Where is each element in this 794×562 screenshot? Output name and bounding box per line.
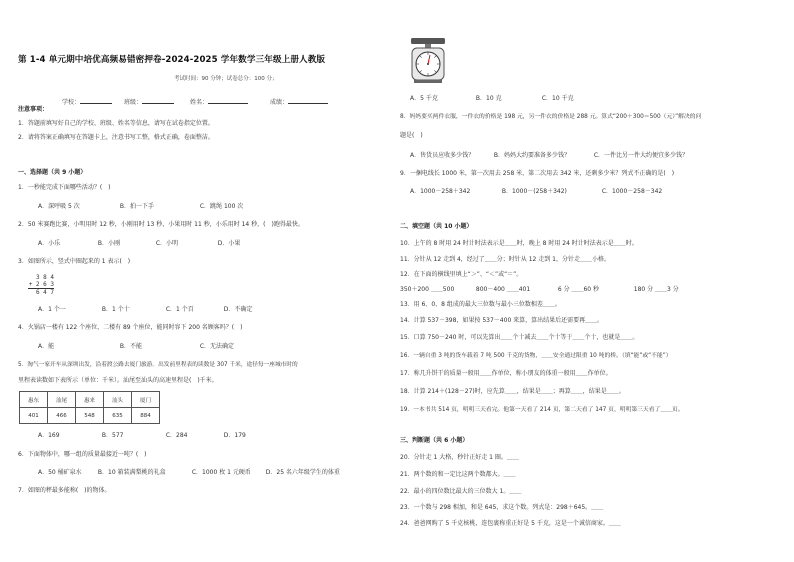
q9-option-a[interactable]: A．1000－258＋342 (410, 188, 471, 195)
q9-option-c[interactable]: C．1000－258－342 (601, 188, 663, 195)
q2-option-b[interactable]: B．小刚 (97, 240, 121, 247)
q7-option-b[interactable]: B．10 克 (475, 95, 502, 102)
notice-item-1: 1．答题前填写好自己的学校、班级、姓名等信息，请写在试卷指定位置。 (18, 120, 214, 127)
q1-options (38, 203, 243, 211)
question-8-cont: 题是( ) (400, 132, 423, 139)
question-5: 5．淘气一家开车从深圳出发，沿着渡公路去厦门旅游。出发前里程表的读数是 307 千米，途径每一座城市时的 (18, 362, 298, 368)
section-judge-heading: 三、判断题（共 6 小题） (400, 437, 469, 444)
q5-option-c[interactable]: C．284 (165, 432, 188, 439)
table-cell: 401 (20, 408, 48, 424)
table-cell: 厦门 (132, 392, 160, 408)
question-24: 24．爸爸网购了 5 千克核桃，连包裹称重正好是 5 千克，这是一个诚信商家。＿＿ (400, 520, 621, 527)
question-5-cont: 里程表读数如下表所示（单位：千米）。汕尾至汕头的高速里程是( )千米。 (18, 377, 218, 384)
q7-options (410, 95, 574, 103)
q12-item: 800－400 ＿＿401 (475, 286, 531, 293)
q5-option-d[interactable]: D．179 (223, 432, 246, 439)
q6-options (38, 469, 340, 477)
question-9: 9．一捆电线长 1000 米，第一次用去 258 米，第二次用去 342 米，还剩多少米？列式不正确的是( ) (400, 170, 675, 177)
vertical-addition: 3 8 4 + 2 6 3 6 4 7 (28, 274, 54, 296)
question-15: 15．口算 750－240 时，可以先算出＿＿个十减去＿＿个十等于＿＿个十，也就是＿＿。 (400, 334, 639, 341)
table-header-row (20, 392, 160, 408)
school-field[interactable]: 学校： (62, 97, 112, 107)
question-18: 18．计算 214＋(128－27)时，应先算＿＿，结果是＿＿；再算＿＿，结果是＿＿。 (400, 388, 625, 395)
table-cell: 汕尾 (48, 392, 76, 408)
weighing-scale-icon (408, 34, 448, 84)
q2-option-c[interactable]: C．小明 (155, 240, 179, 247)
q3-option-c[interactable]: C．1 个百 (165, 306, 194, 313)
question-19: 19．一本书共 514 页，明明三天看完。他第一天看了 214 页，第二天看了 147 页，明明第三天看了＿＿页。 (400, 407, 684, 413)
q5-option-b[interactable]: B．577 (101, 432, 124, 439)
q4-option-c[interactable]: C．无法确定 (199, 343, 235, 350)
table-cell: 汕头 (104, 392, 132, 408)
table-cell: 884 (132, 408, 160, 424)
q6-option-a[interactable]: A．50 桶矿泉水 (38, 469, 82, 476)
q2-option-d[interactable]: D．小果 (217, 240, 241, 247)
name-field[interactable]: 姓名： (190, 97, 248, 107)
table-cell: 466 (48, 408, 76, 424)
q3-option-d[interactable]: D．不确定 (223, 306, 253, 313)
question-11: 11．分针从 12 走到 4，经过了＿＿分；时针从 12 走到 1，分针走＿＿小格。 (400, 256, 610, 263)
q5-options (38, 432, 246, 440)
notice-item-2: 2．请将答案正确填写在答题卡上，注意书写工整，格式正确，卷面整洁。 (18, 134, 214, 141)
table-cell: 548 (76, 408, 104, 424)
right-column (400, 0, 770, 562)
q4-option-b[interactable]: B．不能 (119, 343, 143, 350)
q3-option-a[interactable]: A．1 个一 (38, 306, 66, 313)
question-22: 22．最小的四位数比最大的三位数大 1。＿＿ (400, 488, 522, 495)
q2-option-a[interactable]: A．小乐 (38, 240, 61, 247)
q3-options (38, 306, 252, 314)
table-row (20, 408, 160, 424)
q3-option-b[interactable]: B．1 个十 (101, 306, 130, 313)
question-13: 13．用 6、0、8 组成的最大三位数与最小三位数相差＿＿。 (400, 301, 561, 308)
q8-option-b[interactable]: B．妈妈大约要准备多少钱？ (493, 152, 571, 159)
q2-options (38, 240, 240, 248)
q12-item: 180 分 ＿＿3 分 (633, 286, 679, 293)
table-cell: 惠东 (20, 392, 48, 408)
q7-option-c[interactable]: C．10 千克 (541, 95, 574, 102)
table-cell: 惠来 (76, 392, 104, 408)
score-field[interactable]: 成绩： (270, 97, 328, 107)
question-2: 2．50 米赛跑比赛，小明用时 12 秒，小刚用时 13 秒，小果用时 11 秒，小乐用时 14 秒，( )跑得最快。 (18, 221, 304, 228)
q6-option-b[interactable]: B．10 箱装满梨桃的礼盒 (97, 469, 166, 476)
q9-option-b[interactable]: B．1000－(258＋342) (501, 188, 567, 195)
question-20: 20．分针走 1 大格，秒针正好走 1 圈。＿＿ (400, 454, 519, 461)
question-8: 8．妈妈要买两件衣服，一件衣的价格是 198 元，另一件衣的价格是 288 元。算式“200＋300＝500（元）”解决的问 (400, 114, 702, 120)
class-field[interactable]: 班级： (124, 97, 174, 107)
question-3: 3．如图所示，竖式中圈起来的 1 表示( ) (18, 258, 131, 265)
q6-option-d[interactable]: D．25 名六年级学生的体重 (265, 469, 340, 476)
scale-image (408, 34, 448, 84)
q8-options (410, 152, 688, 160)
q9-options (410, 188, 662, 196)
left-column (18, 0, 388, 562)
q12-item: 6 分 ＿＿60 秒 (557, 286, 600, 293)
q5-option-a[interactable]: A．169 (38, 432, 60, 439)
section-choice-heading: 一、选择题（共 9 小题） (18, 169, 87, 176)
q12-item: 350＋200 ＿＿500 (400, 286, 455, 293)
question-6: 6．下面物体中，哪一组的质量最接近一吨？( ) (18, 451, 147, 458)
exam-time-info: 考试时间：90 分钟；试卷总分：100 分； (174, 76, 278, 82)
question-1: 1．一秒能完成下面哪些活动？( ) (18, 184, 111, 191)
q1-option-b[interactable]: B．拍一下手 (119, 203, 155, 210)
mileage-table (19, 391, 160, 424)
table-cell: 635 (104, 408, 132, 424)
section-fill-heading: 二、填空题（共 10 小题） (400, 223, 473, 230)
question-16: 16．一辆自重 3 吨的货车载着 7 吨 500 千克的货物，＿＿安全通过限重 10 吨的桥。（填“能”或“不能”） (400, 353, 672, 359)
question-7: 7．如图的秤最多能称( )的物体。 (18, 487, 111, 494)
q8-option-c[interactable]: C．一件比另一件大约便宜多少钱？ (593, 152, 689, 159)
page-title: 第 1-4 单元期中培优高频易错密押卷-2024-2025 学年数学三年级上册人教版 (18, 55, 326, 65)
q7-option-a[interactable]: A．5 千克 (410, 95, 438, 102)
question-10: 10．上午的 8 时用 24 时计时法表示是＿＿时，晚上 8 时用 24 时计时法表示是＿＿时。 (400, 240, 638, 247)
q1-option-c[interactable]: C．跳绳 100 次 (199, 203, 244, 210)
question-23: 23．一个数与 298 相加，和是 645，求这个数。列式是：298＋645。＿＿ (400, 504, 604, 511)
q4-options (38, 343, 234, 351)
question-12: 12．在下面的横线里填上“＞”、“＜”或“＝”。 (400, 271, 523, 278)
notice-heading: 注意事项： (18, 106, 49, 113)
question-14: 14．计算 537－398，如果按 537－400 来算，算出结果后还需要再＿＿。 (400, 317, 604, 324)
question-21: 21．两个数的和一定比这两个数都大。＿＿ (400, 471, 516, 478)
question-17: 17．称几升饼干的质量一般用＿＿作单位，称小朋友的体重一般用＿＿作单位。 (400, 370, 612, 377)
q4-option-a[interactable]: A．能 (38, 343, 55, 350)
q8-option-a[interactable]: A．售货员应收多少钱？ (410, 152, 475, 159)
q12-items (400, 286, 679, 294)
q6-option-c[interactable]: C．1000 枚 1 元硬币 (191, 469, 251, 476)
q1-option-a[interactable]: A．深呼吸 5 次 (38, 203, 80, 210)
question-4: 4．火锅店一楼有 122 个座位，二楼有 89 个座位，能同时容下 200 名顾客吗？( ) (18, 324, 243, 331)
